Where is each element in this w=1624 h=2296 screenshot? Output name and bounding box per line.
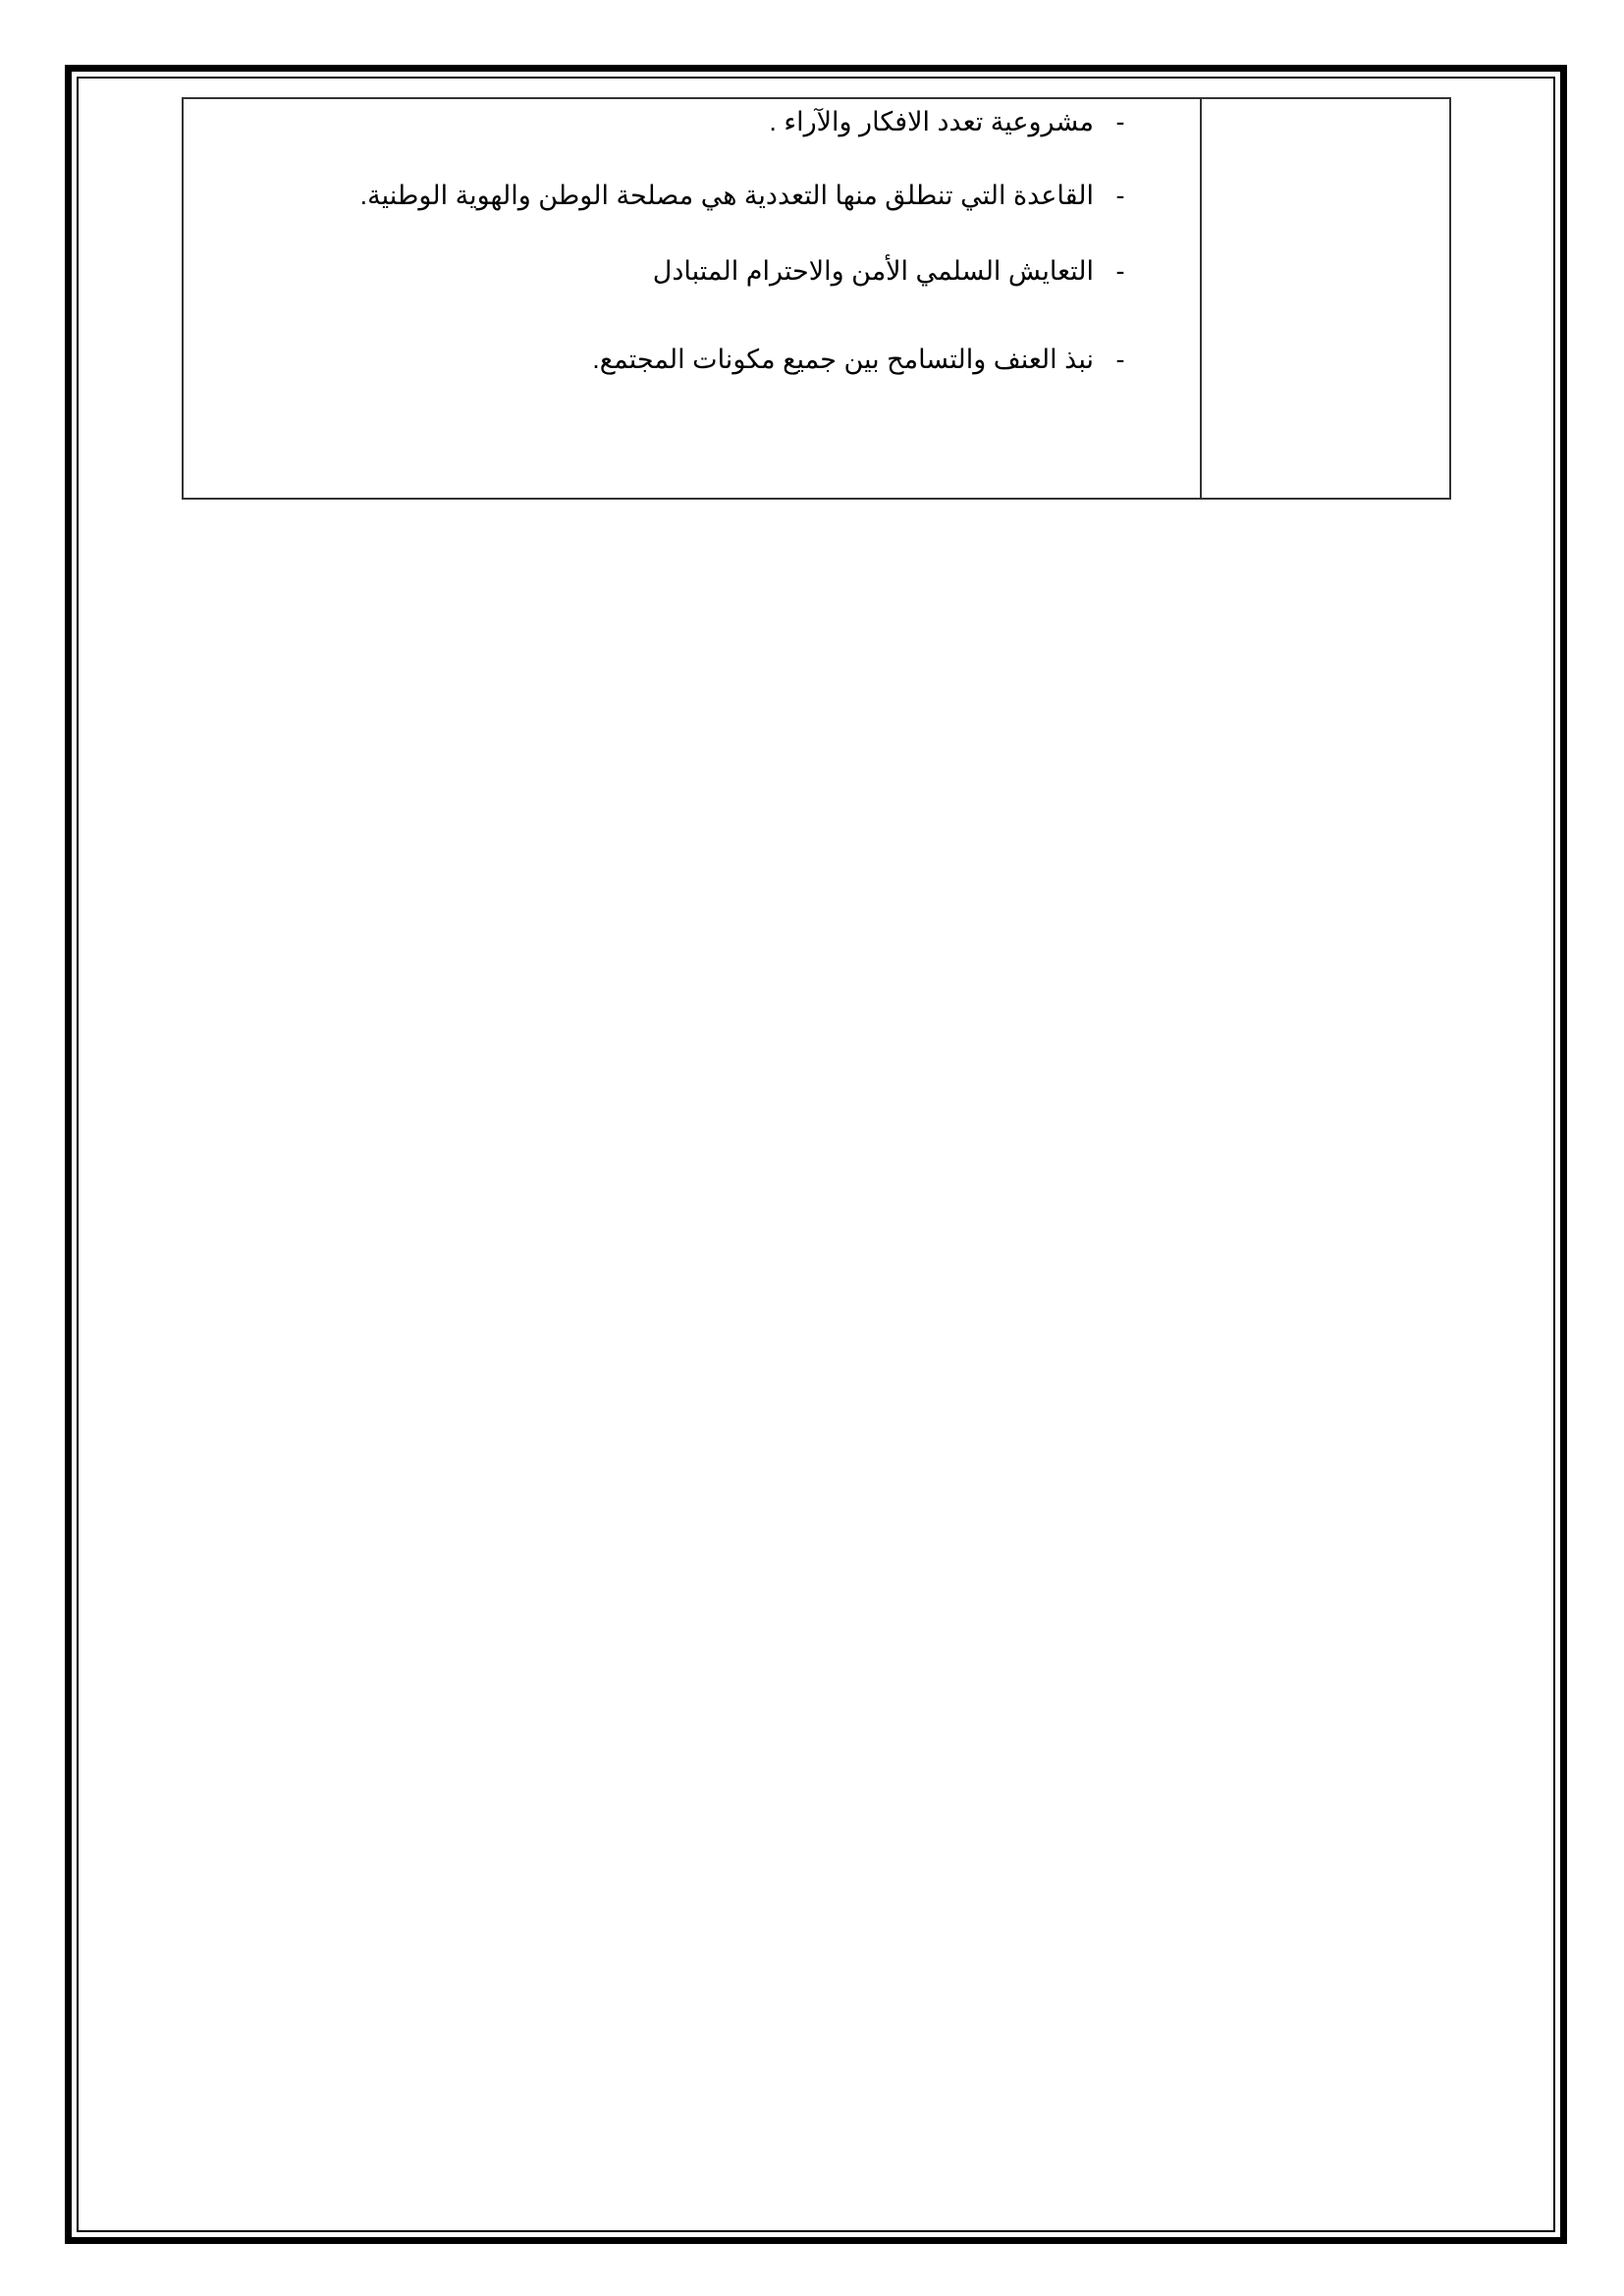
bullet-dash: - bbox=[1115, 256, 1125, 286]
bullet-dash: - bbox=[1115, 345, 1125, 374]
empty-cell bbox=[1202, 99, 1449, 498]
bullet-dash: - bbox=[1115, 181, 1125, 210]
list-item-text: التعايش السلمي الأمن والاحترام المتبادل bbox=[652, 256, 1094, 286]
list-item bbox=[592, 343, 1131, 376]
list-item bbox=[769, 105, 1131, 138]
content-table bbox=[182, 97, 1451, 500]
content-cell bbox=[184, 99, 1200, 498]
bullet-dash: - bbox=[1115, 107, 1125, 136]
list-item bbox=[360, 179, 1131, 212]
list-item-text: القاعدة التي تنطلق منها التعددية هي مصلحة الوطن والهوية الوطنية. bbox=[359, 181, 1094, 210]
list-item-text: نبذ العنف والتسامح بين جميع مكونات المجتمع. bbox=[592, 345, 1094, 374]
list-item bbox=[653, 254, 1131, 288]
list-item-text: مشروعية تعدد الافكار والآراء . bbox=[769, 107, 1094, 136]
